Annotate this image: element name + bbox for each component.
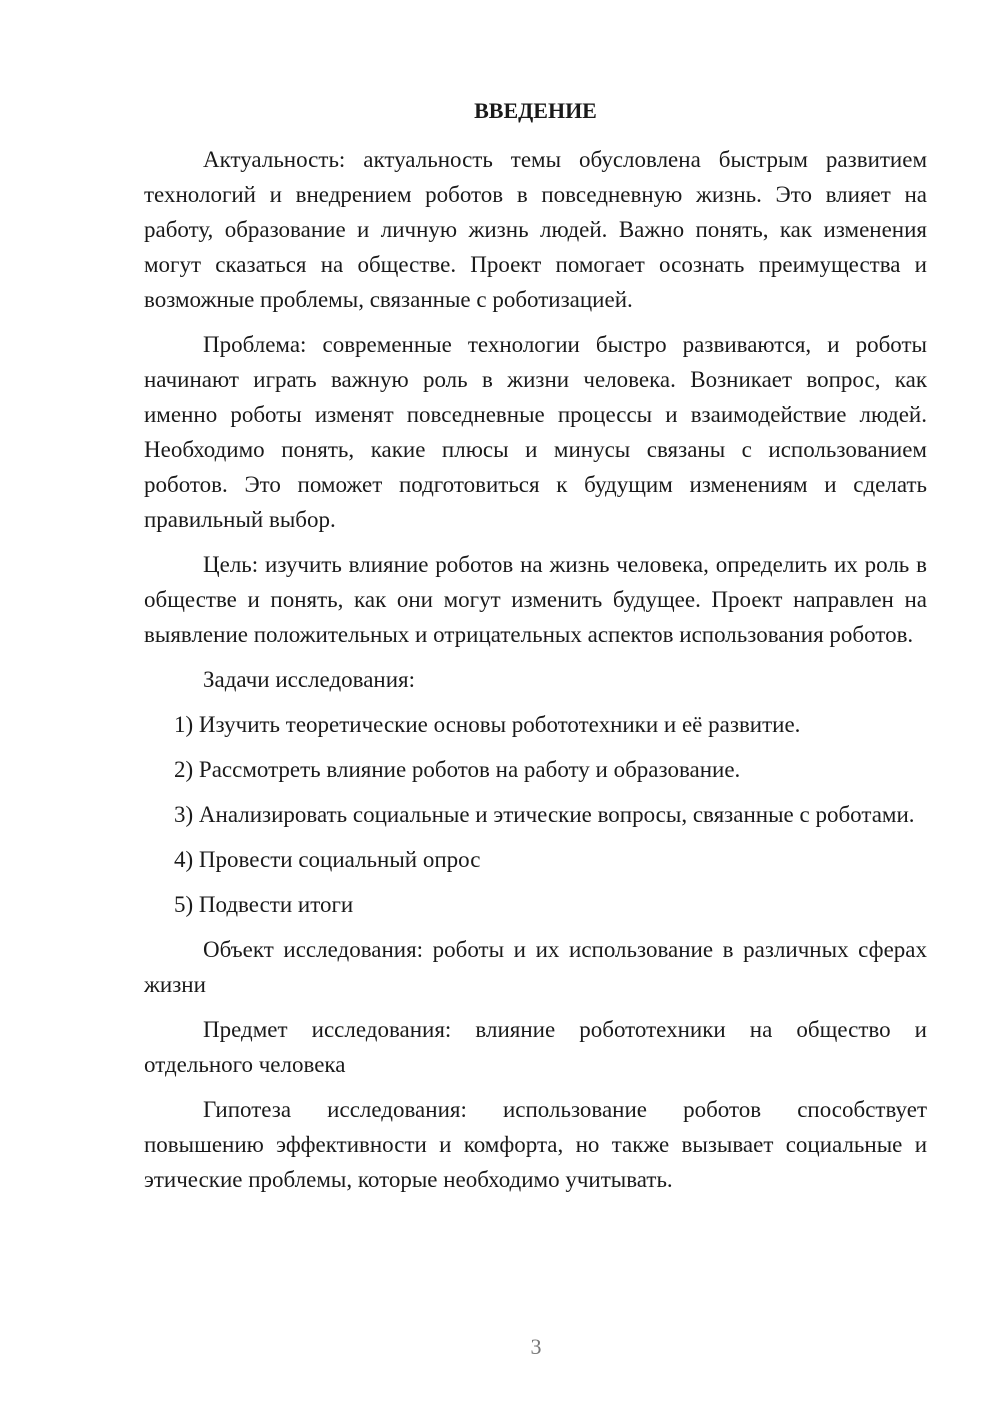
task-item: 3) Анализировать социальные и этические вопросы, связанные с роботами. — [174, 802, 915, 827]
task-item: 2) Рассмотреть влияние роботов на работу и образование. — [174, 757, 741, 782]
document-body — [144, 142, 927, 1207]
goal-paragraph: Цель: изучить влияние роботов на жизнь человека, определить их роль в обществе и понять, как они могут изменить будущее. Проект направлен на выявление положительных и отрицательных аспектов использования роботов. — [144, 552, 927, 647]
section-heading: ВВЕДЕНИЕ — [474, 98, 597, 123]
problem-paragraph: Проблема: современные технологии быстро развиваются, и роботы начинают играть важную роль в жизни человека. Возникает вопрос, как именно роботы изменят повседневные процессы и взаимодействие людей. Необходимо понять, какие плюсы и минусы связаны с использованием роботов. Это поможет подготовиться к будущим изменениям и сделать правильный выбор. — [144, 332, 927, 532]
relevance-paragraph: Актуальность: актуальность темы обусловлена быстрым развитием технологий и внедрением роботов в повседневную жизнь. Это влияет на работу, образование и личную жизнь людей. Важно понять, как изменения могут сказаться на обществе. Проект помогает осознать преимущества и возможные проблемы, связанные с роботизацией. — [144, 147, 927, 312]
tasks-heading: Задачи исследования: — [203, 667, 416, 692]
task-item: 4) Провести социальный опрос — [174, 847, 481, 872]
hypothesis-paragraph: Гипотеза исследования: использование роботов способствует повышению эффективности и комфорта, но также вызывает социальные и этические проблемы, которые необходимо учитывать. — [144, 1097, 927, 1192]
subject-paragraph: Предмет исследования: влияние робототехники на общество и отдельного человека — [144, 1017, 927, 1077]
task-item: 5) Подвести итоги — [174, 892, 354, 917]
task-item: 1) Изучить теоретические основы робототехники и её развитие. — [174, 712, 801, 737]
page-number: 3 — [530, 1334, 542, 1359]
object-paragraph: Объект исследования: роботы и их использование в различных сферах жизни — [144, 937, 927, 997]
